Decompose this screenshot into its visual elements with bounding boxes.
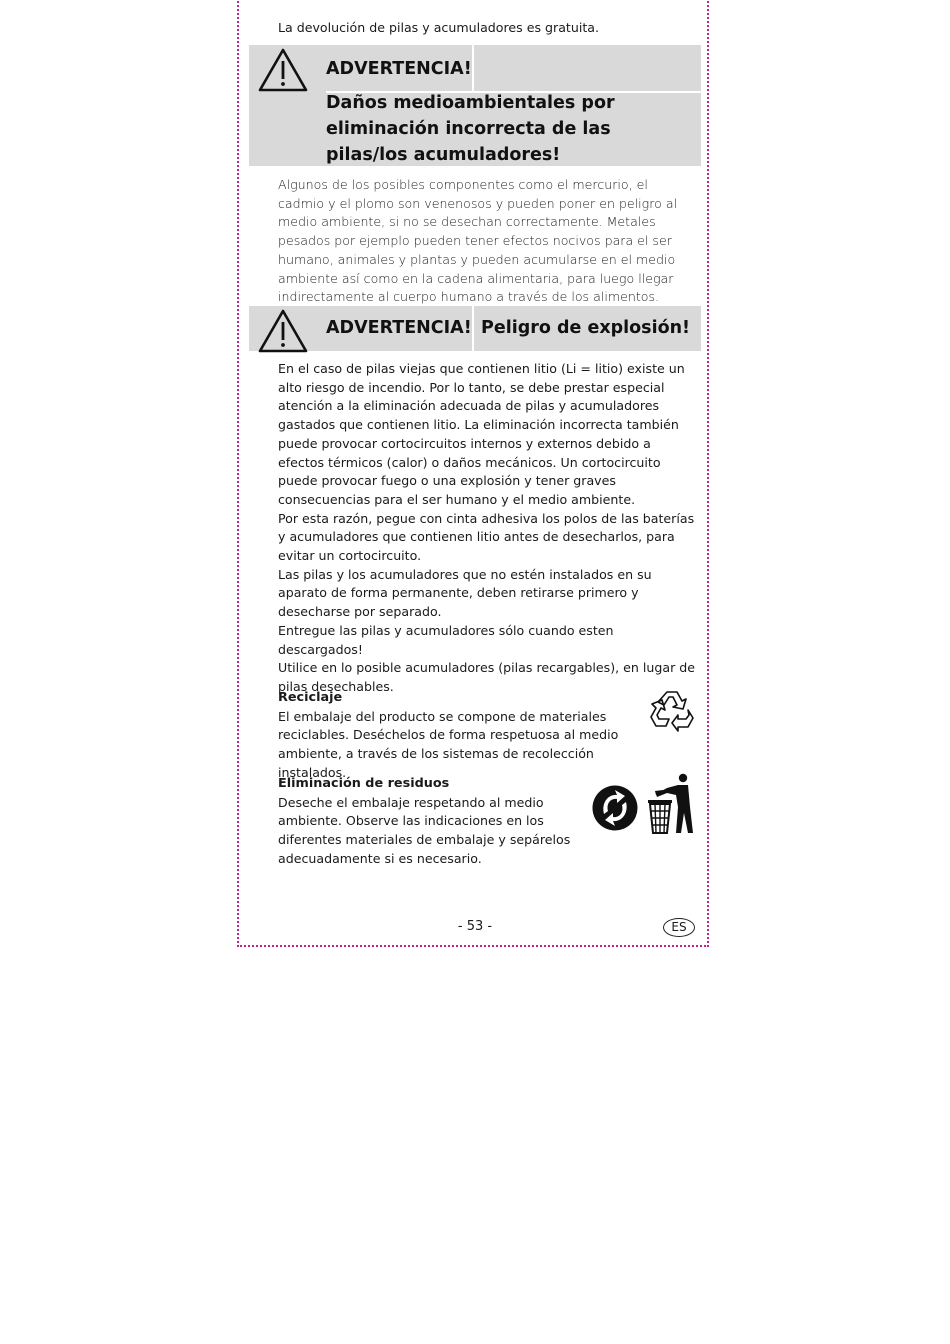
paragraph: Las pilas y los acumuladores que no estén instalados en su aparato de forma permanente, deben retirarse primero y desecharse por separado. bbox=[278, 566, 652, 620]
disposal-title: Eliminación de residuos bbox=[278, 776, 450, 791]
paragraph: Utilice en lo posible acumuladores (pilas recargables), en lugar de pilas desechables. bbox=[278, 660, 695, 694]
warning-title: ADVERTENCIA! bbox=[326, 59, 472, 79]
warning-divider bbox=[472, 306, 474, 351]
warning-divider bbox=[472, 45, 474, 91]
warning-box-environment bbox=[249, 45, 701, 166]
recycle-icon bbox=[648, 686, 696, 734]
disposal-section bbox=[278, 775, 578, 869]
recycling-title: Reciclaje bbox=[278, 690, 343, 705]
warning-triangle-icon bbox=[257, 47, 309, 93]
warning-triangle-icon bbox=[257, 308, 309, 354]
language-badge: ES bbox=[663, 918, 695, 937]
tidyman-bin-icon bbox=[645, 773, 697, 835]
warning-subtitle: Peligro de explosión! bbox=[481, 318, 691, 338]
paragraph: Por esta razón, pegue con cinta adhesiva los polos de las baterías y acumuladores que contienen litio antes de desecharlos, para evitar un cortocircuito. bbox=[278, 510, 695, 564]
page-number: - 53 - bbox=[457, 919, 493, 934]
paragraph: Entregue las pilas y acumuladores sólo cuando esten descargados! bbox=[278, 622, 614, 657]
recycling-text: El embalaje del producto se compone de materiales reciclables. Deséchelos de forma respetuosa al medio ambiente, a través de los sistemas de recolección instalados. bbox=[278, 708, 619, 780]
warning-subtitle: Daños medioambientales por eliminación incorrecta de las pilas/los acumuladores! bbox=[326, 93, 615, 165]
warning-box-explosion bbox=[249, 306, 701, 351]
explosion-warning-text bbox=[278, 360, 696, 697]
disposal-text: Deseche el embalaje respetando al medio ambiente. Observe las indicaciones en los diferentes materiales de embalaje y sepárelos adecuadamente si es necesario. bbox=[278, 794, 571, 866]
warning-title: ADVERTENCIA! bbox=[326, 318, 472, 338]
intro-text: La devolución de pilas y acumuladores es gratuita. bbox=[278, 20, 599, 35]
environment-warning-text: Algunos de los posibles componentes como el mercurio, el cadmio y el plomo son venenosos y pueden poner en peligro al medio ambiente, si no se desechan correctamente. Metales pesados por ejemplo pueden tener efectos nocivos para el ser humano, animales y plantas y pueden acumularse en el medio ambiente así como en la cadena alimentaria, para luego llegar indirectamente al cuerpo humano a través de los alimentos. bbox=[278, 177, 678, 305]
recycling-section bbox=[278, 689, 658, 783]
paragraph: En el caso de pilas viejas que contienen litio (Li = litio) existe un alto riesgo de incendio. Por lo tanto, se debe prestar especial atención a la eliminación adecuada de pilas y acumuladores gastados que contienen litio. La eliminación incorrecta también puede provocar cortocircuitos internos y externos debido a efectos térmicos (calor) o daños mecánicos. Un cortocircuito puede provocar fuego o una explosión y tener graves consecuencias para el ser humano y el medio ambiente. bbox=[278, 361, 685, 507]
green-dot-icon bbox=[591, 784, 639, 832]
